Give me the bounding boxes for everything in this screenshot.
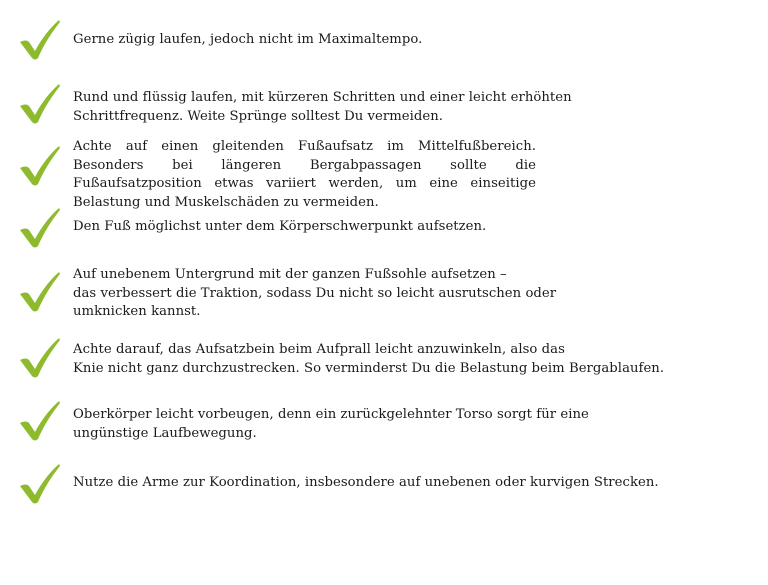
checkmark-icon [18, 462, 62, 506]
checkmark-icon [18, 82, 62, 126]
tip-text: Oberkörper leicht vorbeugen, denn ein zurückgelehnter Torso sorgt für eine ungünstige Laufbewegung. [73, 407, 589, 441]
checkmark-icon [18, 399, 62, 443]
checkmark-icon [18, 18, 62, 62]
tip-text: Gerne zügig laufen, jedoch nicht im Maximaltempo. [73, 32, 423, 47]
checkmark-icon [18, 270, 62, 314]
checkmark-icon [18, 336, 62, 380]
tip-text: Rund und flüssig laufen, mit kürzeren Schritten und einer leicht erhöhten Schrittfrequenz. Weite Sprünge solltest Du vermeiden. [73, 90, 572, 124]
checkmark-icon [18, 206, 62, 250]
tip-text: Den Fuß möglichst unter dem Körperschwerpunkt aufsetzen. [73, 219, 487, 234]
tip-text: Achte darauf, das Aufsatzbein beim Aufprall leicht anzuwinkeln, also das Knie nicht ganz durchzustrecken. So verminderst Du die Belastung beim Bergablaufen. [73, 342, 665, 376]
tip-text: Auf unebenem Untergrund mit der ganzen Fußsohle aufsetzen – das verbessert die Traktion, sodass Du nicht so leicht ausrutschen oder umknicken kannst. [73, 267, 557, 319]
tip-text: Achte auf einen gleitenden Fußaufsatz im Mittelfußbereich. Besonders bei längeren Bergabpassagen sollte die Fußaufsatzposition etwas variiert werden, um eine einseitige Belastung und Muskelschäden zu vermeiden. [73, 139, 536, 210]
tip-text: Nutze die Arme zur Koordination, insbesondere auf unebenen oder kurvigen Strecken. [73, 475, 659, 490]
checkmark-icon [18, 144, 62, 188]
